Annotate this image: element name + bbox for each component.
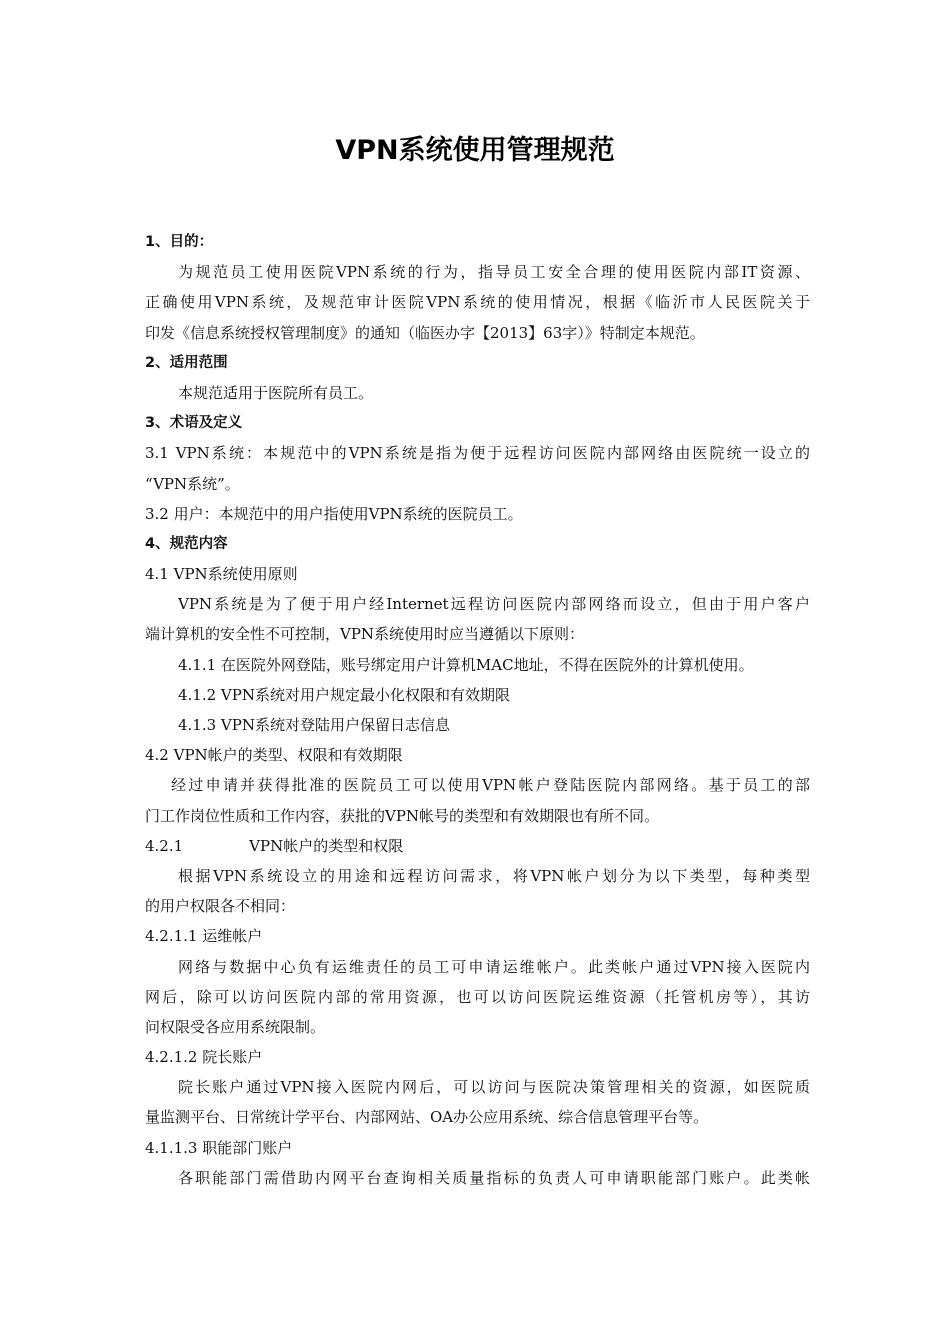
paragraph-line: 为规范员工使用医院VPN系统的行为，指导员工安全合理的使用医院内部IT资源、 [178,263,810,282]
section-heading-terms: 3、术语及定义 [145,415,243,432]
paragraph-line: 本规范适用于医院所有员工。 [178,383,374,402]
subsection-heading [145,831,810,861]
section-heading-content: 4、规范内容 [145,535,228,552]
paragraph-line: 网后，除可以访问医院内部的常用资源，也可以访问医院运维资源（托管机房等），其访 [145,987,810,1006]
paragraph-line: 门工作岗位性质和工作内容，获批的VPN帐号的类型和有效期限也有所不同。 [145,806,660,825]
list-item: 4.1.1 在医院外网登陆，账号绑定用户计算机MAC地址，不得在医院外的计算机使用。 [178,655,754,674]
paragraph-line: 的用户权限各不相同： [145,897,296,916]
list-item: 4.1.2 VPN系统对用户规定最小化权限和有效期限 [178,685,510,704]
paragraph-line: 问权限受各应用系统限制。 [145,1017,326,1036]
paragraph-line: 各职能部门需借助内网平台查询相关质量指标的负责人可申请职能部门账户。此类帐 [178,1168,810,1187]
subsection-heading: 4.2 VPN帐户的类型、权限和有效期限 [145,746,403,765]
document-title: VPN系统使用管理规范 [335,135,615,166]
subsection-heading: 4.2.1.1 运维帐户 [145,927,263,946]
subsection-heading: 4.1.1.3 职能部门账户 [145,1138,293,1157]
list-item: 4.1.3 VPN系统对登陆用户保留日志信息 [178,716,450,734]
paragraph-line: 院长账户通过VPN接入医院内网后，可以访问与医院决策管理相关的资源，如医院质 [178,1078,810,1097]
paragraph-line: 3.2 用户：本规范中的用户指使用VPN系统的医院员工。 [145,504,523,523]
section-heading-scope: 2、适用范围 [145,354,228,371]
subsection-heading: 4.2.1.2 院长账户 [145,1048,263,1067]
subsection-heading: 4.1 VPN系统使用原则 [145,565,298,584]
paragraph-line: 量监测平台、日常统计学平台、内部网站、OA办公应用系统、综合信息管理平台等。 [145,1108,709,1127]
paragraph-line: “VPN系统”。 [145,474,240,493]
paragraph-line: 端计算机的安全性不可控制，VPN系统使用时应当遵循以下原则： [145,625,585,644]
paragraph-line: 根据VPN系统设立的用途和远程访问需求，将VPN帐户划分为以下类型，每种类型 [178,866,810,885]
paragraph-line: 网络与数据中心负有运维责任的员工可申请运维帐户。此类帐户通过VPN接入医院内 [178,957,810,976]
section-heading-purpose: 1、目的： [145,234,214,250]
paragraph-line: 正确使用VPN系统，及规范审计医院VPN系统的使用情况，根据《临沂市人民医院关于 [145,293,810,312]
subsection-title: VPN帐户的类型和权限 [249,836,404,855]
paragraph-line: VPN系统是为了便于用户经Internet远程访问医院内部网络而设立，但由于用户客户 [178,595,810,614]
paragraph-line: 经过申请并获得批准的医院员工可以使用VPN帐户登陆医院内部网络。基于员工的部 [171,776,810,795]
subsection-number: 4.2.1 [145,836,184,855]
document-body [145,227,810,1193]
paragraph-line: 印发《信息系统授权管理制度》的通知（临医办字【2013】63字）》特制定本规范。 [145,323,705,342]
paragraph-line: 3.1 VPN系统：本规范中的VPN系统是指为便于远程访问医院内部网络由医院统一设立的 [145,444,810,463]
